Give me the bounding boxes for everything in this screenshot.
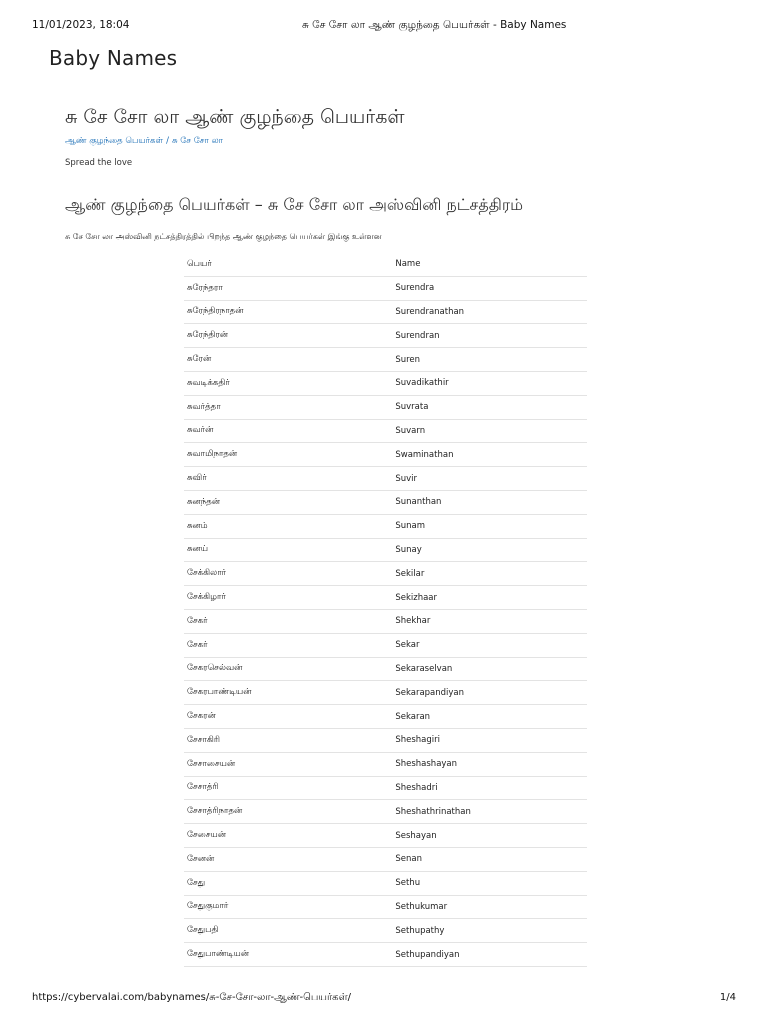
table-row (184, 276, 587, 300)
english-name-cell: Sheshathrinathan (392, 800, 587, 824)
english-name-cell: Shekhar (392, 609, 587, 633)
table-row (184, 586, 587, 610)
tamil-name-cell: சேதுபாண்டியன் (184, 943, 392, 967)
tamil-name-cell: சேசாத்ரிநாதன் (184, 800, 392, 824)
table-row (184, 847, 587, 871)
tamil-name-cell: சேசாசையன் (184, 752, 392, 776)
names-table-body (184, 276, 587, 966)
tamil-name-cell: சேக்கிலார் (184, 562, 392, 586)
table-row (184, 776, 587, 800)
breadcrumb-separator: / (166, 136, 169, 146)
tamil-name-cell: சேதுகுமார் (184, 895, 392, 919)
tamil-name-cell: சேசாத்ரி (184, 776, 392, 800)
site-title-link[interactable]: Baby Names (49, 46, 178, 70)
tamil-name-cell: சேதுபதி (184, 919, 392, 943)
table-row (184, 371, 587, 395)
tamil-name-cell: சேனன் (184, 847, 392, 871)
english-name-cell: Sheshagiri (392, 728, 587, 752)
english-name-cell: Sheshashayan (392, 752, 587, 776)
table-row (184, 419, 587, 443)
tamil-name-cell: சுனந்தன் (184, 490, 392, 514)
section-heading: ஆண் குழந்தை பெயர்கள் – சு சே சோ லா அஸ்வினி நட்சத்திரம் (65, 195, 524, 214)
print-document-title: சு சே சோ லா ஆண் குழந்தை பெயர்கள் - Baby Names (302, 19, 567, 31)
english-name-cell: Sekaran (392, 705, 587, 729)
english-name-cell: Surendra (392, 276, 587, 300)
breadcrumb-category-link[interactable]: ஆண் குழந்தை பெயர்கள் (65, 136, 164, 146)
english-name-cell: Swaminathan (392, 443, 587, 467)
english-name-cell: Surendranathan (392, 300, 587, 324)
table-row (184, 395, 587, 419)
tamil-name-cell: சுவிர் (184, 467, 392, 491)
tamil-name-cell: சுரேன் (184, 348, 392, 372)
tamil-name-cell: சேகர் (184, 609, 392, 633)
english-name-cell: Suren (392, 348, 587, 372)
page-title: சு சே சோ லா ஆண் குழந்தை பெயர்கள் (65, 106, 405, 128)
table-row (184, 752, 587, 776)
table-row (184, 728, 587, 752)
english-name-cell: Sekarapandiyan (392, 681, 587, 705)
table-row (184, 467, 587, 491)
tamil-name-cell: சுரேந்திரன் (184, 324, 392, 348)
table-row (184, 490, 587, 514)
column-header-tamil: பெயர் (184, 253, 392, 276)
english-name-cell: Sethu (392, 871, 587, 895)
english-name-cell: Sunam (392, 514, 587, 538)
tamil-name-cell: சேகர் (184, 633, 392, 657)
english-name-cell: Sethupandiyan (392, 943, 587, 967)
column-header-english: Name (392, 253, 587, 276)
tamil-name-cell: சேகரன் (184, 705, 392, 729)
english-name-cell: Sekaraselvan (392, 657, 587, 681)
english-name-cell: Sekar (392, 633, 587, 657)
table-row (184, 633, 587, 657)
table-row (184, 348, 587, 372)
english-name-cell: Suvir (392, 467, 587, 491)
print-datetime: 11/01/2023, 18:04 (32, 19, 130, 31)
tamil-name-cell: சுரேந்திரநாதன் (184, 300, 392, 324)
names-table (184, 253, 587, 967)
english-name-cell: Seshayan (392, 824, 587, 848)
table-row (184, 681, 587, 705)
tamil-name-cell: சுவர்ன் (184, 419, 392, 443)
table-header-row (184, 253, 587, 276)
table-row (184, 871, 587, 895)
table-row (184, 657, 587, 681)
breadcrumb (65, 136, 223, 147)
tamil-name-cell: சேது (184, 871, 392, 895)
table-row (184, 538, 587, 562)
english-name-cell: Surendran (392, 324, 587, 348)
english-name-cell: Suvadikathir (392, 371, 587, 395)
table-row (184, 443, 587, 467)
spread-the-love-label: Spread the love (65, 158, 133, 168)
table-row (184, 300, 587, 324)
print-header (32, 19, 736, 33)
table-row (184, 705, 587, 729)
table-row (184, 609, 587, 633)
english-name-cell: Senan (392, 847, 587, 871)
tamil-name-cell: சேகரசெல்வன் (184, 657, 392, 681)
english-name-cell: Sethukumar (392, 895, 587, 919)
table-row (184, 895, 587, 919)
tamil-name-cell: சேகரபாண்டியன் (184, 681, 392, 705)
tamil-name-cell: சுவடிக்கதிர் (184, 371, 392, 395)
tamil-name-cell: சேசாகிரி (184, 728, 392, 752)
table-row (184, 324, 587, 348)
intro-paragraph: சு சே சோ லா அஸ்வினி நட்சத்திரத்தில் பிறந்த ஆண் குழந்தை பெயர்கள் இங்கு உள்ளன (65, 232, 382, 241)
tamil-name-cell: சேக்கிழார் (184, 586, 392, 610)
table-row (184, 919, 587, 943)
table-row (184, 514, 587, 538)
tamil-name-cell: சுனய் (184, 538, 392, 562)
tamil-name-cell: சுவர்த்தா (184, 395, 392, 419)
english-name-cell: Sheshadri (392, 776, 587, 800)
table-row (184, 943, 587, 967)
english-name-cell: Suvrata (392, 395, 587, 419)
english-name-cell: Sunay (392, 538, 587, 562)
english-name-cell: Sekizhaar (392, 586, 587, 610)
page-url: https://cybervalai.com/babynames/சு-சே-சோ-லா-ஆண்-பெயர்கள்/ (32, 992, 351, 1003)
english-name-cell: Sunanthan (392, 490, 587, 514)
english-name-cell: Sekilar (392, 562, 587, 586)
table-row (184, 824, 587, 848)
page-number: 1/4 (719, 992, 736, 1003)
table-row (184, 800, 587, 824)
english-name-cell: Suvarn (392, 419, 587, 443)
table-row (184, 562, 587, 586)
tamil-name-cell: சேசையன் (184, 824, 392, 848)
english-name-cell: Sethupathy (392, 919, 587, 943)
tamil-name-cell: சுரேந்தரா (184, 276, 392, 300)
tamil-name-cell: சுவாமிநாதன் (184, 443, 392, 467)
tamil-name-cell: சுனம் (184, 514, 392, 538)
breadcrumb-current-link[interactable]: சு சே சோ லா (172, 136, 224, 146)
